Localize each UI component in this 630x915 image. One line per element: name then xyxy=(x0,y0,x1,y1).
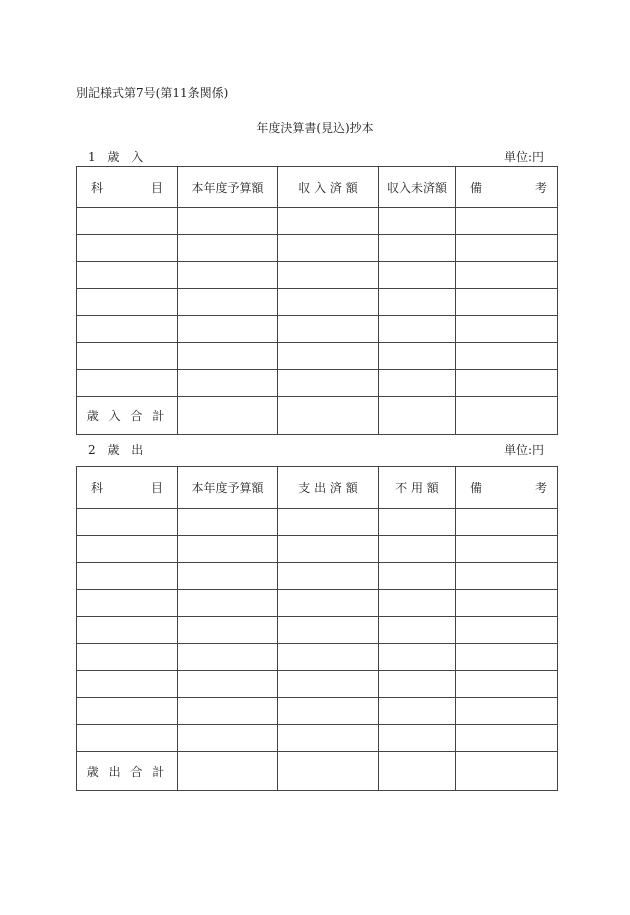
cell[interactable] xyxy=(379,725,456,752)
cell[interactable] xyxy=(77,671,178,698)
cell[interactable] xyxy=(379,397,456,435)
cell[interactable] xyxy=(77,316,178,343)
cell[interactable] xyxy=(379,316,456,343)
cell[interactable] xyxy=(178,397,278,435)
cell[interactable] xyxy=(456,536,558,563)
cell[interactable] xyxy=(77,235,178,262)
cell[interactable] xyxy=(77,343,178,370)
revenue-row xyxy=(77,316,558,343)
cell[interactable] xyxy=(379,698,456,725)
expenditure-row xyxy=(77,509,558,536)
cell[interactable] xyxy=(278,509,379,536)
cell[interactable] xyxy=(77,509,178,536)
expenditure-row xyxy=(77,671,558,698)
cell[interactable] xyxy=(178,262,278,289)
revenue-total-label: 歳 入 合 計 xyxy=(77,397,178,435)
revenue-unit-label: 単位:円 xyxy=(503,150,544,164)
cell[interactable] xyxy=(456,752,558,791)
revenue-header-received: 収 入 済 額 xyxy=(278,167,379,208)
expenditure-header-row xyxy=(77,467,558,509)
cell[interactable] xyxy=(456,725,558,752)
form-reference: 別記様式第7号(第11条関係) xyxy=(76,86,229,100)
cell[interactable] xyxy=(77,698,178,725)
revenue-header-subject: 科 目 xyxy=(77,167,178,208)
cell[interactable] xyxy=(77,370,178,397)
cell[interactable] xyxy=(456,509,558,536)
cell[interactable] xyxy=(278,343,379,370)
revenue-row xyxy=(77,370,558,397)
expenditure-row xyxy=(77,644,558,671)
expenditure-header-budget: 本年度予算額 xyxy=(178,467,278,509)
cell[interactable] xyxy=(456,316,558,343)
cell[interactable] xyxy=(178,563,278,590)
cell[interactable] xyxy=(379,370,456,397)
cell[interactable] xyxy=(77,289,178,316)
expenditure-header-remarks: 備 考 xyxy=(456,467,558,509)
cell[interactable] xyxy=(278,617,379,644)
cell[interactable] xyxy=(278,671,379,698)
cell[interactable] xyxy=(77,617,178,644)
cell[interactable] xyxy=(379,509,456,536)
expenditure-row xyxy=(77,536,558,563)
cell[interactable] xyxy=(278,316,379,343)
cell[interactable] xyxy=(77,644,178,671)
cell[interactable] xyxy=(178,617,278,644)
revenue-row xyxy=(77,208,558,235)
cell[interactable] xyxy=(278,563,379,590)
cell[interactable] xyxy=(379,563,456,590)
revenue-header-budget: 本年度予算額 xyxy=(178,167,278,208)
revenue-header-unreceived: 収入未済額 xyxy=(379,167,456,208)
cell[interactable] xyxy=(379,617,456,644)
cell[interactable] xyxy=(178,235,278,262)
cell[interactable] xyxy=(178,725,278,752)
revenue-header-remarks: 備 考 xyxy=(456,167,558,208)
cell[interactable] xyxy=(178,698,278,725)
revenue-table xyxy=(76,166,558,435)
cell[interactable] xyxy=(278,208,379,235)
expenditure-total-row xyxy=(77,752,558,791)
cell[interactable] xyxy=(456,671,558,698)
expenditure-total-label: 歳 出 合 計 xyxy=(77,752,178,791)
cell[interactable] xyxy=(456,397,558,435)
cell[interactable] xyxy=(278,262,379,289)
cell[interactable] xyxy=(379,590,456,617)
cell[interactable] xyxy=(178,671,278,698)
cell[interactable] xyxy=(456,644,558,671)
cell[interactable] xyxy=(178,644,278,671)
cell[interactable] xyxy=(278,235,379,262)
expenditure-table xyxy=(76,466,558,791)
document-title: 年度決算書(見込)抄本 xyxy=(256,121,374,135)
cell[interactable] xyxy=(379,235,456,262)
cell[interactable] xyxy=(456,262,558,289)
expenditure-row xyxy=(77,590,558,617)
cell[interactable] xyxy=(77,563,178,590)
cell[interactable] xyxy=(278,725,379,752)
expenditure-row xyxy=(77,563,558,590)
cell[interactable] xyxy=(379,343,456,370)
cell[interactable] xyxy=(456,289,558,316)
expenditure-unit-label: 単位:円 xyxy=(503,443,544,457)
cell[interactable] xyxy=(379,752,456,791)
cell[interactable] xyxy=(278,644,379,671)
cell[interactable] xyxy=(178,343,278,370)
cell[interactable] xyxy=(178,509,278,536)
cell[interactable] xyxy=(178,752,278,791)
cell[interactable] xyxy=(178,370,278,397)
expenditure-header-subject: 科 目 xyxy=(77,467,178,509)
cell[interactable] xyxy=(456,235,558,262)
cell[interactable] xyxy=(278,397,379,435)
cell[interactable] xyxy=(456,208,558,235)
cell[interactable] xyxy=(178,536,278,563)
cell[interactable] xyxy=(178,208,278,235)
revenue-total-row xyxy=(77,397,558,435)
cell[interactable] xyxy=(456,370,558,397)
cell[interactable] xyxy=(379,208,456,235)
cell[interactable] xyxy=(379,644,456,671)
cell[interactable] xyxy=(77,208,178,235)
cell[interactable] xyxy=(456,563,558,590)
revenue-row xyxy=(77,235,558,262)
cell[interactable] xyxy=(456,698,558,725)
cell[interactable] xyxy=(278,536,379,563)
expenditure-row xyxy=(77,725,558,752)
cell[interactable] xyxy=(278,590,379,617)
expenditure-header-unused: 不 用 額 xyxy=(379,467,456,509)
expenditure-row xyxy=(77,698,558,725)
revenue-row xyxy=(77,262,558,289)
cell[interactable] xyxy=(278,698,379,725)
cell[interactable] xyxy=(77,536,178,563)
cell[interactable] xyxy=(456,343,558,370)
revenue-header-row xyxy=(77,167,558,208)
cell[interactable] xyxy=(379,262,456,289)
cell[interactable] xyxy=(379,536,456,563)
cell[interactable] xyxy=(379,671,456,698)
revenue-section-label: 1 歳 入 xyxy=(88,150,148,164)
cell[interactable] xyxy=(178,289,278,316)
revenue-row xyxy=(77,289,558,316)
cell[interactable] xyxy=(456,617,558,644)
revenue-row xyxy=(77,343,558,370)
expenditure-header-paid: 支 出 済 額 xyxy=(278,467,379,509)
cell[interactable] xyxy=(77,725,178,752)
cell[interactable] xyxy=(77,262,178,289)
cell[interactable] xyxy=(77,590,178,617)
cell[interactable] xyxy=(278,289,379,316)
cell[interactable] xyxy=(278,370,379,397)
expenditure-row xyxy=(77,617,558,644)
expenditure-section-label: 2 歳 出 xyxy=(88,443,148,457)
cell[interactable] xyxy=(278,752,379,791)
cell[interactable] xyxy=(178,590,278,617)
cell[interactable] xyxy=(379,289,456,316)
cell[interactable] xyxy=(456,590,558,617)
cell[interactable] xyxy=(178,316,278,343)
